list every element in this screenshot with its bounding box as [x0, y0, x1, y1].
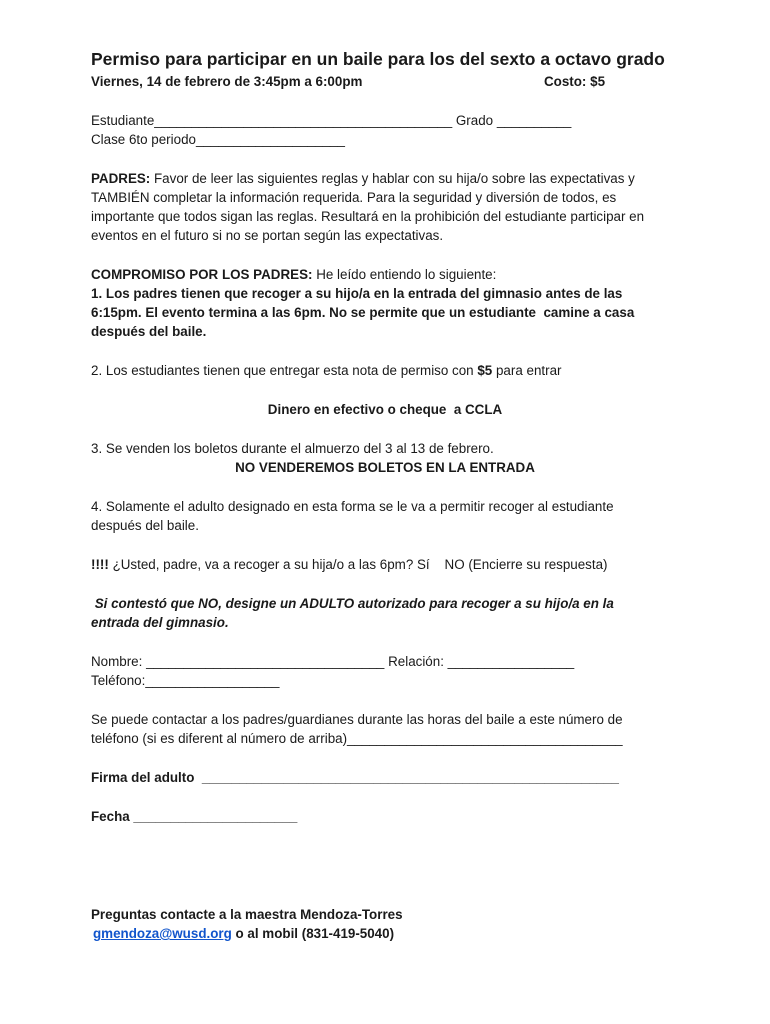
parents-label: PADRES:: [91, 171, 151, 186]
name-relation-field: Nombre: ________________________________ Relación: _________________: [91, 654, 575, 669]
designate-adult-line: entrada del gimnasio.: [91, 615, 229, 630]
designate-adult-line: Si contestó que NO, designe un ADULTO autorizado para recoger a su hijo/a en la: [91, 596, 614, 611]
email-link[interactable]: gmendoza@wusd.org: [93, 926, 232, 941]
phone-field: Teléfono:__________________: [91, 673, 280, 688]
rule-2-amount: $5: [477, 363, 493, 378]
commitment-text: He leído entiendo lo siguiente:: [312, 267, 497, 282]
rule-2-text: 2. Los estudiantes tienen que entregar esta nota de permiso con: [91, 363, 478, 378]
class-period-field: Clase 6to periodo____________________: [91, 132, 345, 147]
parents-paragraph-line: TAMBIÉN completar la información requerida. Para la seguridad y diversión de todos, es: [91, 190, 617, 205]
event-date-time: Viernes, 14 de febrero de 3:45pm a 6:00pm: [91, 74, 363, 89]
page-title: Permiso para participar en un baile para los del sexto a octavo grado: [91, 49, 665, 69]
rule-2-line: [91, 361, 562, 380]
pickup-question: [91, 555, 608, 574]
parents-paragraph-line: importante que todos sigan las reglas. Resultará en la prohibición del estudiante participar en: [91, 209, 645, 224]
rule-3-line: 3. Se venden los boletos durante el almuerzo del 3 al 13 de febrero.: [91, 441, 494, 456]
parents-paragraph-line: [91, 169, 635, 188]
mobile-phone: o al mobil (831-419-5040): [231, 926, 395, 941]
rule-1-line: 6:15pm. El evento termina a las 6pm. No se permite que un estudiante camine a casa: [91, 305, 635, 320]
date-field: Fecha ______________________: [91, 809, 298, 824]
rule-1-line: después del baile.: [91, 324, 207, 339]
contact-phone-field: teléfono (si es diferent al número de arriba)_____________________________________: [91, 731, 623, 746]
parents-text: Favor de leer las siguientes reglas y hablar con su hija/o sobre las expectativas y: [150, 171, 635, 186]
no-tickets-notice: NO VENDEREMOS BOLETOS EN LA ENTRADA: [235, 460, 535, 475]
rule-4-line: después del baile.: [91, 518, 199, 533]
payment-method: Dinero en efectivo o cheque a CCLA: [267, 402, 503, 417]
rule-4-line: 4. Solamente el adulto designado en esta forma se le va a permitir recoger al estudiante: [91, 499, 614, 514]
question-text: ¿Usted, padre, va a recoger a su hija/o a las 6pm? Sí NO (Encierre su respuesta): [108, 557, 608, 572]
rule-1-line: 1. Los padres tienen que recoger a su hijo/a en la entrada del gimnasio antes de las: [91, 286, 623, 301]
questions-contact: Preguntas contacte a la maestra Mendoza-Torres: [91, 907, 403, 922]
rule-2-suffix: para entrar: [492, 363, 562, 378]
event-cost: Costo: $5: [544, 74, 606, 89]
question-prefix: !!!!: [91, 557, 109, 572]
commitment-label: COMPROMISO POR LOS PADRES:: [91, 267, 313, 282]
student-grade-field: Estudiante________________________________________ Grado __________: [91, 113, 572, 128]
contact-line: Se puede contactar a los padres/guardianes durante las horas del baile a este número de: [91, 712, 623, 727]
contact-line: [93, 924, 394, 943]
signature-field: Firma del adulto ________________________________________________________: [91, 770, 619, 785]
parents-paragraph-line: eventos en el futuro si no se portan según las expectativas.: [91, 228, 444, 243]
commitment-heading: [91, 265, 496, 284]
